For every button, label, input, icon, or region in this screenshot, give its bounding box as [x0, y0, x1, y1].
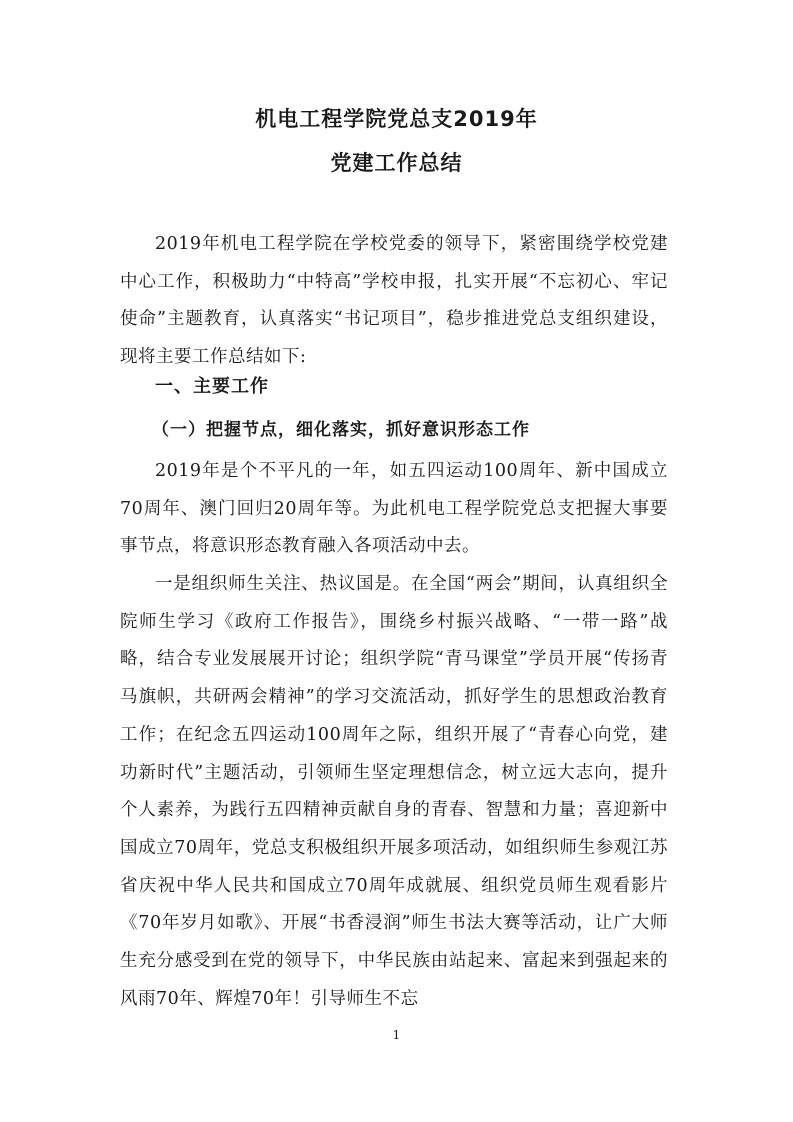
section-heading-main-work: 一、主要工作 [155, 376, 269, 397]
page-number: 1 [392, 1028, 401, 1042]
document-title-line-2: 党建工作总结 [330, 151, 463, 175]
body-paragraph-activities: 一是组织师生关注、热议国是。在全国“两会”期间，认真组织全院师生学习《政府工作报告》，围绕乡村振兴战略、“一带一路”战略，结合专业发展展开讨论；组织学院“青马课堂”学员开展“传扬青马旗帜，共研两会精神”的学习交流活动，抓好学生的思想政治教育工作；在纪念五四运动100周年之际，组织开展了“青春心向党，建功新时代”主题活动，引领师生坚定理想信念，树立远大志向，提升个人素养，为践行五四精神贡献自身的青春、智慧和力量；喜迎新中国成立70周年，党总支积极组织开展多项活动，如组织师生参观江苏省庆祝中华人民共和国成立70周年成就展、组织党员师生观看影片《70年岁月如歌》、开展“书香浸润”师生书法大赛等活动，让广大师生充分感受到在党的领导下，中华民族由站起来、富起来到强起来的风雨70年、辉煌70年！引导师生不忘 [120, 574, 668, 1009]
document-title-line-1: 机电工程学院党总支2019年 [255, 107, 538, 131]
body-paragraph-2019-milestones: 2019年是个不平凡的一年，如五四运动100周年、新中国成立70周年、澳门回归20周年等。为此机电工程学院党总支把握大事要事节点，将意识形态教育融入各项活动中去。 [120, 461, 668, 557]
subsection-heading-ideology: （一）把握节点，细化落实，抓好意识形态工作 [152, 420, 530, 440]
intro-paragraph: 2019年机电工程学院在学校党委的领导下，紧密围绕学校党建中心工作，积极助力“中特高”学校申报，扎实开展“不忘初心、牢记使命”主题教育，认真落实“书记项目”，稳步推进党总支组织建设，现将主要工作总结如下: [120, 234, 668, 368]
